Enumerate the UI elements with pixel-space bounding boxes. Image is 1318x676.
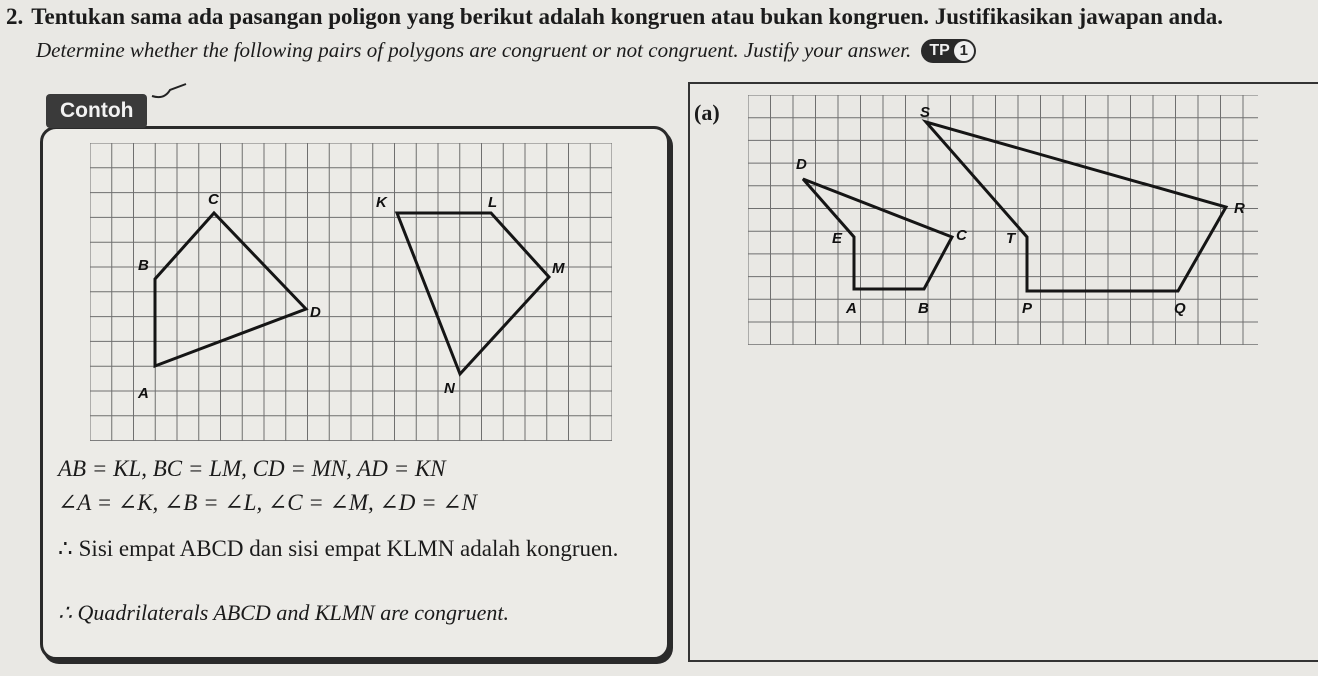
example-grid	[90, 143, 612, 441]
tp-level: 1	[954, 41, 974, 61]
example-tag: Contoh	[46, 94, 147, 128]
vertex-label-d2: D	[796, 156, 807, 173]
question-number: 2.	[6, 4, 24, 29]
conclusion-english: ∴ Quadrilaterals ABCD and KLMN are congruent.	[58, 600, 509, 625]
conclusion-text-ms: Sisi empat ABCD dan sisi empat KLMN adalah kongruen.	[78, 536, 619, 561]
vertex-label-b: B	[138, 257, 149, 274]
pentagon-pqrst	[926, 122, 1226, 291]
vertex-label-q: Q	[1174, 300, 1186, 317]
vertex-label-c: C	[208, 191, 219, 208]
question-text-english	[36, 38, 976, 63]
vertex-label-a2: A	[846, 300, 857, 317]
quadrilateral-abcd	[155, 213, 306, 366]
vertex-label-s: S	[920, 104, 931, 121]
section-divider-left	[688, 82, 690, 662]
vertex-label-p: P	[1022, 300, 1033, 317]
question-statement-ms: Tentukan sama ada pasangan poligon yang berikut adalah kongruen atau bukan kongruen. Justifikasikan jawapan anda.	[31, 4, 1223, 29]
vertex-label-n: N	[444, 380, 455, 397]
angle-equalities: ∠A = ∠K, ∠B = ∠L, ∠C = ∠M, ∠D = ∠N	[58, 490, 478, 515]
tick-mark-icon	[150, 80, 190, 104]
part-a-grid	[748, 95, 1258, 345]
quadrilateral-klmn	[397, 213, 549, 374]
conclusion-malay	[58, 532, 656, 566]
tp-label: TP	[929, 41, 950, 59]
vertex-label-b2: B	[918, 300, 929, 317]
section-divider-bottom	[688, 660, 1318, 662]
section-divider-top	[688, 82, 1318, 84]
vertex-label-k: K	[376, 194, 387, 211]
vertex-label-l: L	[488, 194, 498, 211]
question-text-malay	[6, 4, 1223, 30]
vertex-label-c2: C	[956, 227, 967, 244]
therefore-symbol: ∴	[58, 536, 73, 561]
vertex-label-r: R	[1234, 200, 1245, 217]
part-a-label: (a)	[694, 100, 720, 125]
pentagon-abcde	[803, 179, 952, 289]
vertex-label-m: M	[552, 260, 565, 277]
mastery-level-badge	[921, 39, 975, 63]
vertex-label-e2: E	[832, 230, 843, 247]
vertex-label-a: A	[138, 385, 149, 402]
vertex-label-d: D	[310, 304, 321, 321]
side-equalities: AB = KL, BC = LM, CD = MN, AD = KN	[58, 456, 446, 481]
vertex-label-t: T	[1006, 230, 1016, 247]
question-statement-en: Determine whether the following pairs of polygons are congruent or not congruent. Justify your answer.	[36, 38, 912, 62]
